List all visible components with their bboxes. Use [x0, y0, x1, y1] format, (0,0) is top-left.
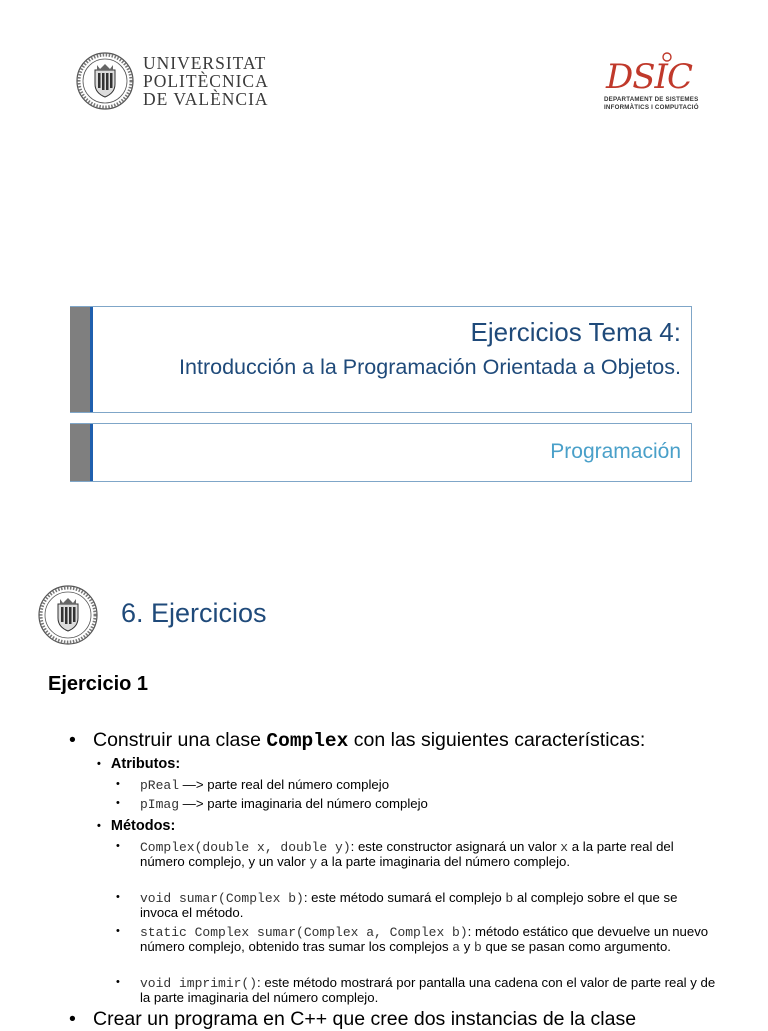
method-text: : este método sumará el complejo [303, 890, 506, 905]
method-text-3: que se pasan como argumento. [481, 938, 671, 954]
intro-bullet [69, 729, 646, 752]
attribute-text: —> parte real del número complejo [179, 777, 390, 792]
course-box-grey-bar [70, 424, 90, 481]
course-name: Programación [550, 440, 681, 463]
dsic-wordmark-icon [604, 50, 696, 94]
attribute-item [116, 797, 716, 812]
bullet-marker: • [116, 797, 120, 809]
upv-logo [76, 52, 269, 110]
dsic-word: DSIC [606, 57, 692, 94]
course-box-blue-bar [90, 424, 93, 481]
bullet-marker: • [116, 925, 120, 937]
attributes-heading [97, 756, 180, 772]
method-text-2: al complejo sobre el que se invoca el método. [140, 890, 678, 920]
method-code-2: x [560, 840, 569, 855]
section-title: 6. Ejercicios [121, 598, 267, 628]
method-code: void sumar(Complex b) [140, 891, 304, 906]
exercise-title: Ejercicio 1 [48, 673, 149, 695]
method-code: Complex(double x, double y) [140, 840, 351, 855]
attribute-code: pReal [140, 778, 180, 793]
attributes-heading-label: Atributos: [110, 756, 181, 772]
upv-line-2: POLITÈCNICA [143, 71, 269, 91]
attribute-text: —> parte imaginaria del número complejo [179, 796, 428, 811]
method-text-3: a la parte imaginaria del número complejo. [317, 853, 571, 869]
upv-line-1: UNIVERSITAT [143, 53, 267, 73]
title-box [70, 306, 692, 413]
title-box-grey-bar [70, 307, 90, 412]
bullet-marker: • [116, 891, 120, 903]
bullet-marker: • [116, 778, 120, 790]
bullet-marker: • [97, 758, 101, 770]
title-box-blue-bar [90, 307, 93, 412]
bullet-marker: • [116, 976, 120, 988]
method-item [116, 840, 716, 869]
method-text: : este método mostrará por pantalla una cadena con el valor de parte real y de la parte imaginaria del número complejo. [140, 975, 716, 1005]
slide-title: Ejercicios Tema 4: [470, 317, 681, 347]
upv-seal-small-icon [38, 585, 98, 645]
method-text-2: y [460, 938, 474, 954]
method-code-3: y [309, 854, 318, 870]
program-bullet [69, 1008, 637, 1031]
program-text: Crear un programa en C++ que cree dos instancias de la clase [93, 1008, 637, 1030]
method-item [116, 891, 716, 919]
intro-after: con las siguientes características: [348, 729, 646, 751]
method-text-2: a la parte real del número complejo, y un valor [140, 839, 674, 869]
method-item [116, 925, 716, 954]
upv-seal-icon [76, 52, 134, 110]
methods-heading [97, 818, 175, 834]
dsic-sub-line-1: DEPARTAMENT DE SISTEMES [604, 96, 699, 103]
attribute-code: pImag [140, 797, 180, 812]
intro-before: Construir una clase [93, 729, 267, 751]
method-code: static Complex sumar(Complex a, Complex b) [140, 925, 468, 940]
bullet-marker: • [69, 729, 76, 751]
upv-line-3: DE VALÈNCIA [143, 89, 269, 109]
method-text: : método estático que devuelve un nuevo número complejo, obtenido tras sumar los complejos [140, 924, 709, 954]
dsic-logo [604, 50, 724, 112]
dsic-sub-line-2: INFORMÀTICS I COMPUTACIÓ [604, 104, 699, 111]
course-box [70, 423, 692, 482]
bullet-marker: • [116, 840, 120, 852]
bullet-marker: • [69, 1008, 76, 1030]
method-code-2: a [452, 939, 461, 955]
attribute-item [116, 778, 716, 793]
method-text: : este constructor asignará un valor [350, 839, 561, 854]
bullet-marker: • [97, 820, 101, 832]
intro-code: Complex [266, 730, 349, 752]
methods-heading-label: Métodos: [110, 818, 176, 834]
method-item [116, 976, 716, 1004]
method-code: void imprimir() [140, 976, 258, 991]
method-code-3: b [474, 939, 482, 955]
method-code-2: b [505, 891, 514, 906]
slide-subtitle: Introducción a la Programación Orientada a Objetos. [179, 355, 681, 379]
